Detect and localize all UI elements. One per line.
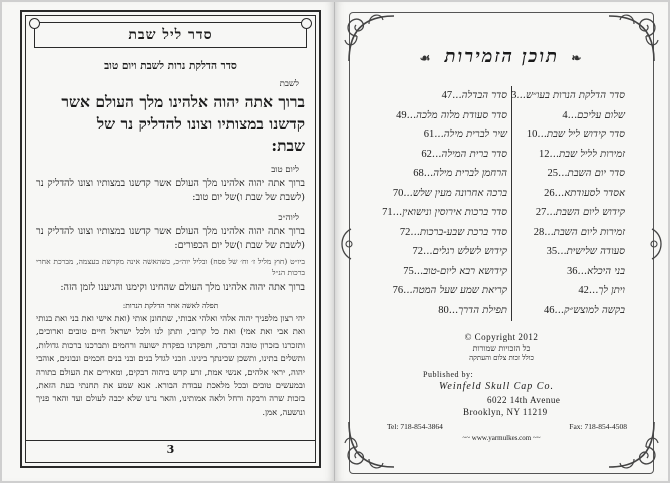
toc-entry-label: שלום עליכם (577, 109, 625, 121)
toc-entry-label: סדר סעודת מלוה מלכה (416, 109, 507, 121)
booklet-spread (2, 2, 668, 481)
toc-entry-label: סדר קידוש ליל שבת (546, 129, 625, 140)
toc-entry[interactable] (397, 125, 507, 145)
toc-entry-label: סדר ברית המילה (441, 148, 507, 160)
toc-entry[interactable] (392, 184, 507, 204)
toc-entry[interactable] (516, 223, 625, 243)
toc-leader-dots: ... (554, 304, 565, 316)
toc-leader-dots: ... (452, 90, 462, 101)
toc-entry-label: בני היכלא (587, 265, 625, 277)
instruction-note: ביו״ט (חוץ מליל ז׳ וח׳ של פסח) ובליל יוה״כ, כשהאשה אינה מקדשת בעצמה, מברכת אחרי ברכות הנ״ל (36, 257, 305, 277)
toc-leader-dots: ... (516, 90, 526, 101)
toc-leader-dots: ... (577, 265, 588, 277)
toc-entry[interactable] (516, 106, 625, 126)
toc-leader-dots: ... (544, 226, 554, 238)
toc-entry-label: סעודה שלישית (566, 246, 625, 257)
toc-leader-dots: ... (392, 207, 403, 218)
toc-column-left (382, 86, 511, 321)
side-flourish-icon (646, 227, 666, 261)
toc-column-right (511, 86, 629, 321)
toc-page-number: 25 (547, 168, 559, 179)
toc-page-number: 72 (412, 246, 424, 257)
telephone: Tel: 718-854-3864 (387, 422, 443, 431)
toc-list (382, 86, 629, 321)
toc-page-number: 35 (546, 246, 558, 257)
toc-page-number: 75 (403, 265, 414, 277)
table-of-contents-page (335, 2, 668, 481)
toc-entry[interactable] (516, 145, 625, 165)
toc-page-number: 62 (421, 148, 432, 160)
toc-entry-label: קריאת שמע שעל המטה (412, 285, 507, 296)
toc-page-number: 27 (535, 207, 547, 218)
toc-title-text: תוכן הזמירות (444, 46, 560, 67)
toc-entry[interactable] (397, 301, 507, 321)
leaf-ornament-icon: ❧ (571, 51, 584, 65)
yomkippur-blessing: ברוך אתה יהוה אלהינו מלך העולם אשר קדשנו במצותיו וצונו להדליק נר (לשבת של שבת ו)של יום הכפורים: (36, 226, 305, 251)
toc-entry[interactable] (516, 242, 625, 262)
toc-leader-dots: ... (554, 187, 565, 199)
toc-leader-dots: ... (406, 109, 417, 121)
toc-entry[interactable] (397, 262, 507, 282)
rights-reserved-sub: כולל זכות צלום והעתקה (469, 354, 534, 362)
toc-leader-dots: ... (588, 285, 599, 296)
toc-title (335, 46, 668, 67)
toc-entry-label: סדר ברכות אירוסין ונישואין (402, 207, 507, 218)
toc-page-number: 70 (392, 187, 404, 199)
toc-entry[interactable] (382, 203, 507, 223)
toc-entry[interactable] (516, 184, 625, 204)
toc-leader-dots: ... (537, 129, 547, 140)
shabbat-blessing-line-3: שבת: (271, 136, 305, 155)
website-link[interactable]: ~~ www.yarmulkes.com ~~ (462, 434, 541, 442)
shabbat-blessing-line-2: קדשנו במצותיו וצונו להדליק נר של (96, 114, 305, 133)
toc-leader-dots: ... (448, 304, 459, 316)
page-title: סדר ליל שבת (34, 22, 307, 48)
toc-entry[interactable] (392, 281, 507, 301)
toc-page-number: 46 (544, 304, 555, 316)
page-frame-inner (25, 15, 316, 463)
leaf-ornament-icon: ☙ (419, 51, 433, 65)
toc-entry[interactable] (516, 125, 625, 145)
copyright: © Copyright 2012 (464, 332, 539, 342)
toc-entry[interactable] (397, 223, 507, 243)
fax: Fax: 718-854-4508 (569, 422, 627, 431)
toc-entry[interactable] (397, 106, 507, 126)
toc-entry-label: סדר הדלקת הנרות בעו״ש (525, 90, 625, 101)
contact-info (387, 422, 627, 431)
toc-leader-dots: ... (403, 285, 413, 296)
toc-page-number: 28 (533, 226, 545, 238)
toc-entry[interactable] (516, 203, 625, 223)
toc-entry[interactable] (511, 86, 625, 106)
page-3 (2, 2, 335, 481)
toc-entry-label: ויתן לך (598, 285, 625, 296)
toc-leader-dots: ... (413, 265, 424, 277)
toc-page-number: 3 (511, 90, 517, 101)
toc-entry-label: סדר יום השבת (567, 168, 625, 179)
toc-entry-label: סדר הבדלה (461, 90, 507, 101)
toc-leader-dots: ... (403, 187, 413, 199)
toc-entry-label: סדר ברכת שבע-ברכות (419, 226, 507, 238)
toc-page-number: 80 (438, 304, 449, 316)
section-heading: סדר הדלקת נרות לשבת ויום טוב (104, 60, 237, 72)
rights-reserved: כל הזכויות שמורות (472, 344, 531, 353)
toc-page-number: 12 (539, 148, 550, 160)
toc-entry[interactable] (397, 242, 507, 262)
yomtov-blessing: ברוך אתה יהוה אלהינו מלך העולם אשר קדשנו במצותיו וצונו להדליק נר (לשבת של שבת ו)של יום טוב: (36, 178, 305, 203)
toc-page-number: 72 (399, 226, 411, 238)
toc-entry[interactable] (397, 164, 507, 184)
yomtov-label: ליום טוב (271, 165, 299, 175)
toc-entry[interactable] (397, 86, 507, 106)
yomkippur-label: ליוה״כ (278, 213, 299, 223)
toc-page-number: 49 (396, 109, 407, 121)
toc-entry-label: קידושא רבא ליום-טוב (423, 265, 507, 277)
toc-entry[interactable] (516, 164, 625, 184)
side-flourish-icon (337, 227, 357, 261)
page-number: 3 (26, 440, 315, 458)
toc-entry-label: ברכה אחרונה מעין שלש (412, 187, 507, 199)
publisher-name: Weinfeld Skull Cap Co. (439, 381, 554, 392)
publisher-address-line-1: 6022 14th Avenue (487, 395, 561, 405)
toc-entry-label: קידוש ליום השבת (555, 207, 625, 218)
toc-leader-dots: ... (546, 207, 556, 218)
toc-page-number: 61 (423, 129, 435, 140)
toc-entry-label: תפילת הדרך (458, 304, 507, 316)
toc-leader-dots: ... (431, 148, 442, 160)
candle-lighting-text (36, 56, 305, 432)
toc-page-number: 26 (544, 187, 555, 199)
shabbat-label: לשבת (279, 79, 299, 89)
shehecheyanu-blessing: ברוך אתה יהוה אלהינו מלך העולם שהחינו וקימנו והגיענו לזמן הזה: (60, 282, 305, 293)
toc-leader-dots: ... (549, 148, 560, 160)
toc-page-number: 71 (382, 207, 393, 218)
toc-entry-label: קידוש לשלש רגלים (432, 246, 507, 257)
toc-page-number: 76 (392, 285, 404, 296)
toc-page-number: 68 (413, 168, 424, 179)
toc-page-number: 47 (441, 90, 453, 101)
toc-leader-dots: ... (410, 226, 420, 238)
toc-leader-dots: ... (423, 246, 433, 257)
toc-page-number: 42 (578, 285, 589, 296)
toc-page-number: 10 (526, 129, 538, 140)
toc-entry-label: שיר לברית מילה (443, 129, 507, 140)
toc-entry[interactable] (397, 145, 507, 165)
womans-prayer: יהי רצון מלפניך יהוה אלהי ואלהי אבותי, שתחונן אותי (ואת אישי ואת בני ואת בנותי ואת אבי ואת אמי) ואת כל קרובי, ותתן לנו ולכל ישראל חיים טובים וארוכים, ותזכרנו בזכרון טובה וברכה, ותפקדנו בפקדת ישועה ורחמים ותברכנו ברכות גדולות, ותשלים בתינו, ותשכן שכינתך בינינו. וזכני לגדל בנים ובני בנים חכמים ונבונים, אוהבי יהוה, יראי אלהים, אנשי אמת, זרע קדש ביהוה דבקים, ומאירים את העולם בתורה ובמעשים טובים ובכל מלאכת עבודת הבורא. אנא שמע את תחנתי בעת הזאת, בזכות שרה ורבקה ורחל ולאה אמותינו, והאר נרנו שלא יכבה לעולם ועד והאר פניך ונושעה, אמן. (36, 313, 305, 417)
toc-leader-dots: ... (558, 168, 568, 179)
toc-entry-label: בקשה למוצש״ק (564, 304, 625, 316)
prayer-label: תפלה לאשה אחר הדלקת הנרות: (122, 301, 219, 310)
toc-leader-dots: ... (434, 129, 444, 140)
toc-entry-label: זמירות לליל שבת (559, 148, 625, 160)
page-frame (20, 10, 321, 468)
toc-leader-dots: ... (557, 246, 567, 257)
toc-entry[interactable] (516, 281, 625, 301)
toc-entry-label: זמירות ליום השבת (553, 226, 625, 238)
toc-entry[interactable] (516, 262, 625, 282)
toc-leader-dots: ... (567, 109, 578, 121)
published-by-label: Published by: (423, 370, 474, 379)
toc-entry-label: הרחמן לברית מילה (433, 168, 507, 179)
toc-entry[interactable] (516, 301, 625, 321)
toc-entry-label: אסדר לסעודתא (564, 187, 625, 199)
shabbat-blessing-line-1: ברוך אתה יהוה אלהינו מלך העולם אשר (61, 92, 305, 111)
publisher-address-line-2: Brooklyn, NY 11219 (463, 407, 548, 417)
toc-page-number: 4 (562, 109, 568, 121)
toc-leader-dots: ... (423, 168, 434, 179)
toc-page-number: 36 (567, 265, 578, 277)
